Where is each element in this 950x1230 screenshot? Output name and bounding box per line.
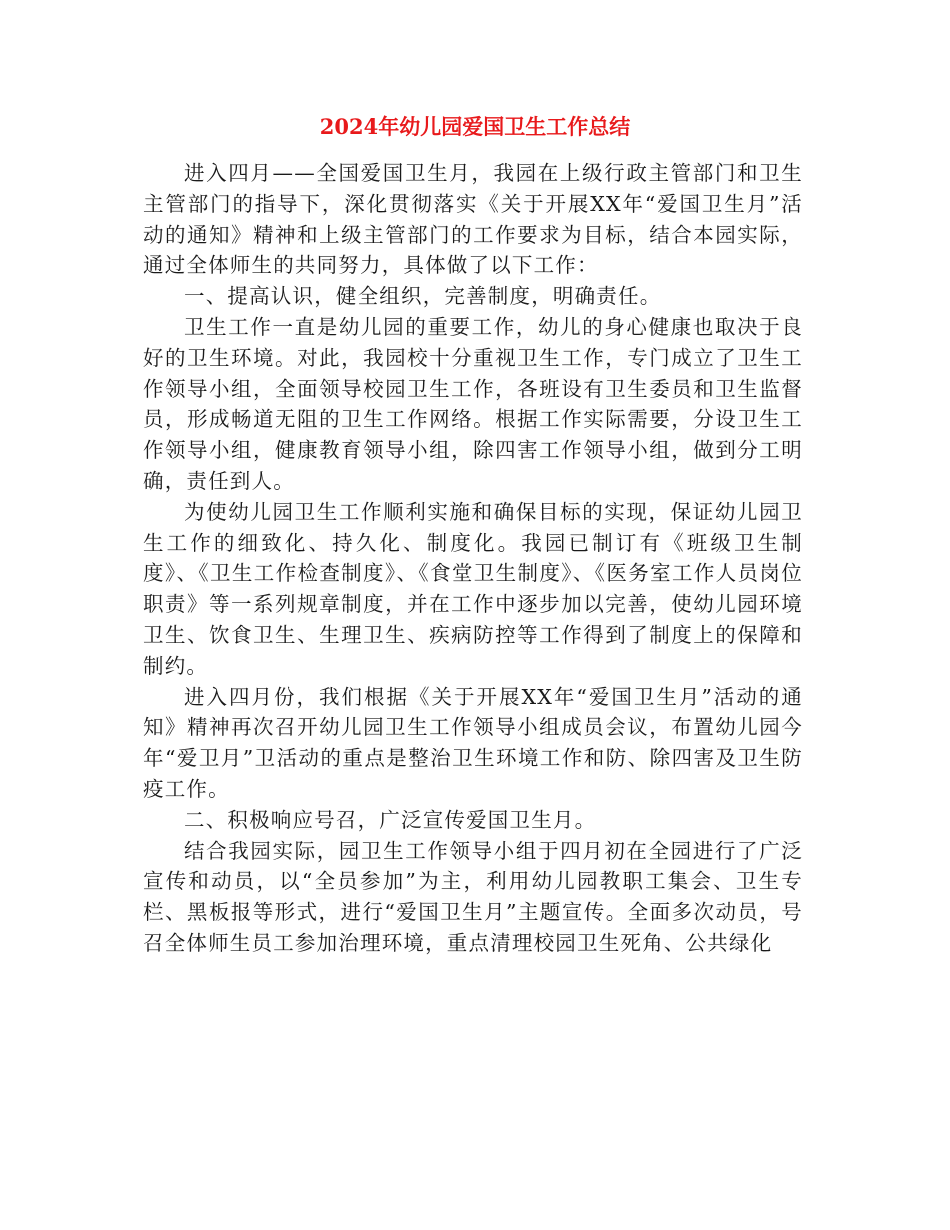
document-body [143, 158, 803, 959]
paragraph-publicity: 结合我园实际，园卫生工作领导小组于四月初在全园进行了广泛宣传和动员，以“全员参加”为主，利用幼儿园教职工集会、卫生专栏、黑板报等形式，进行“爱国卫生月”主题宣传。全面多次动员，号召全体师生员工参加治理环境，重点清理校园卫生死角、公共绿化 [143, 838, 803, 955]
paragraph-organization: 卫生工作一直是幼儿园的重要工作，幼儿的身心健康也取决于良好的卫生环境。对此，我园校十分重视卫生工作，专门成立了卫生工作领导小组，全面领导校园卫生工作，各班设有卫生委员和卫生监督员，形成畅道无阻的卫生工作网络。根据工作实际需要，分设卫生工作领导小组，健康教育领导小组，除四害工作领导小组，做到分工明确，责任到人。 [143, 314, 803, 493]
paragraph-regulations: 为使幼儿园卫生工作顺利实施和确保目标的实现，保证幼儿园卫生工作的细致化、持久化、制度化。我园已制订有《班级卫生制度》、《卫生工作检查制度》、《食堂卫生制度》、《医务室工作人员岗位职责》等一系列规章制度，并在工作中逐步加以完善，使幼儿园环境卫生、饮食卫生、生理卫生、疾病防控等工作得到了制度上的保障和制约。 [143, 499, 803, 678]
paragraph-april-meeting: 进入四月份，我们根据《关于开展XX年“爱国卫生月”活动的通知》精神再次召开幼儿园卫生工作领导小组成员会议，布置幼儿园今年“爱卫月”卫活动的重点是整治卫生环境工作和防、除四害及卫生防疫工作。 [143, 684, 803, 801]
section-heading-2: 二、积极响应号召，广泛宣传爱国卫生月。 [184, 807, 597, 832]
section-heading-1: 一、提高认识，健全组织，完善制度，明确责任。 [184, 284, 662, 309]
paragraph-intro: 进入四月——全国爱国卫生月，我园在上级行政主管部门和卫生主管部门的指导下，深化贯彻落实《关于开展XX年“爱国卫生月”活动的通知》精神和上级主管部门的工作要求为目标，结合本园实际，通过全体师生的共同努力，具体做了以下工作： [143, 161, 803, 278]
document-title: 2024年幼儿园爱国卫生工作总结 [319, 114, 631, 139]
